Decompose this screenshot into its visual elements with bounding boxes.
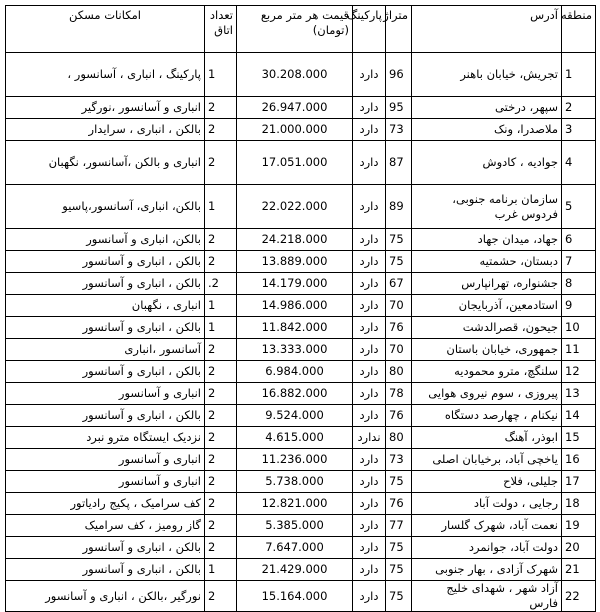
- cell-area: 70: [386, 339, 412, 361]
- cell-rooms: 2: [205, 141, 237, 185]
- table-row: [6, 361, 596, 383]
- cell-address: جوادیه ، کادوش: [412, 141, 562, 185]
- cell-region: 9: [562, 295, 596, 317]
- cell-region: 21: [562, 559, 596, 581]
- cell-price: 13.889.000: [237, 251, 353, 273]
- cell-amenities: پارکینگ ، انباری ، آسانسور ،: [6, 53, 205, 97]
- cell-amenities: گاز رومیز ، کف سرامیک: [6, 515, 205, 537]
- cell-address: یاخچی آباد، برخیابان اصلی: [412, 449, 562, 471]
- cell-area: 80: [386, 361, 412, 383]
- cell-amenities: بالکن ، انباری و آسانسور: [6, 559, 205, 581]
- cell-rooms: 2: [205, 449, 237, 471]
- cell-address: سلنگچ، مترو محمودیه: [412, 361, 562, 383]
- cell-area: 73: [386, 449, 412, 471]
- header-row: [6, 6, 596, 53]
- cell-price: 30.208.000: [237, 53, 353, 97]
- table-row: [6, 97, 596, 119]
- header-area: متراژ: [386, 6, 412, 53]
- cell-price: 13.333.000: [237, 339, 353, 361]
- table-row: [6, 53, 596, 97]
- header-address: آدرس: [412, 6, 562, 53]
- cell-price: 21.429.000: [237, 559, 353, 581]
- cell-parking: دارد: [353, 581, 386, 612]
- cell-parking: دارد: [353, 471, 386, 493]
- cell-rooms: 1: [205, 53, 237, 97]
- cell-area: 95: [386, 97, 412, 119]
- cell-parking: دارد: [353, 185, 386, 229]
- cell-address: جشنواره، تهرانپارس: [412, 273, 562, 295]
- cell-region: 11: [562, 339, 596, 361]
- cell-parking: دارد: [353, 449, 386, 471]
- header-price: قیمت هر متر مربع (تومان): [237, 6, 353, 53]
- cell-area: 75: [386, 251, 412, 273]
- cell-area: 87: [386, 141, 412, 185]
- cell-price: 5.385.000: [237, 515, 353, 537]
- cell-rooms: 2: [205, 581, 237, 612]
- table-row: [6, 493, 596, 515]
- cell-area: 75: [386, 581, 412, 612]
- table-row: [6, 251, 596, 273]
- cell-price: 17.051.000: [237, 141, 353, 185]
- cell-amenities: بالکن ، انباری و آسانسور: [6, 317, 205, 339]
- cell-rooms: 2: [205, 97, 237, 119]
- header-parking: پارکینگ: [353, 6, 386, 53]
- cell-address: جیحون، قصرالدشت: [412, 317, 562, 339]
- cell-amenities: آسانسور ،انباری: [6, 339, 205, 361]
- cell-rooms: 2: [205, 383, 237, 405]
- cell-parking: دارد: [353, 119, 386, 141]
- cell-area: 75: [386, 229, 412, 251]
- cell-address: آزاد شهر ، شهدای خلیج فارس: [412, 581, 562, 612]
- table-row: [6, 559, 596, 581]
- cell-parking: دارد: [353, 251, 386, 273]
- cell-amenities: انباری و آسانسور: [6, 383, 205, 405]
- cell-area: 67: [386, 273, 412, 295]
- table-body: [6, 53, 596, 612]
- table-row: [6, 537, 596, 559]
- cell-parking: دارد: [353, 361, 386, 383]
- cell-price: 6.984.000: [237, 361, 353, 383]
- cell-region: 15: [562, 427, 596, 449]
- cell-rooms: 1: [205, 559, 237, 581]
- cell-area: 76: [386, 493, 412, 515]
- cell-price: 16.882.000: [237, 383, 353, 405]
- cell-amenities: بالکن ، انباری و آسانسور: [6, 537, 205, 559]
- cell-parking: دارد: [353, 339, 386, 361]
- table-row: [6, 229, 596, 251]
- cell-area: 96: [386, 53, 412, 97]
- cell-rooms: 2: [205, 251, 237, 273]
- cell-address: جمهوری، خیابان باستان: [412, 339, 562, 361]
- cell-parking: دارد: [353, 141, 386, 185]
- cell-region: 13: [562, 383, 596, 405]
- cell-rooms: 2: [205, 471, 237, 493]
- table-row: [6, 273, 596, 295]
- cell-region: 1: [562, 53, 596, 97]
- cell-area: 77: [386, 515, 412, 537]
- cell-amenities: بالکن، انباری، آسانسور،پاسیو: [6, 185, 205, 229]
- cell-region: 5: [562, 185, 596, 229]
- table-row: [6, 449, 596, 471]
- cell-region: 4: [562, 141, 596, 185]
- cell-rooms: 2: [205, 515, 237, 537]
- table-row: [6, 141, 596, 185]
- table-row: [6, 185, 596, 229]
- cell-amenities: نورگیر ،بالکن ، انباری و آسانسور: [6, 581, 205, 612]
- cell-area: 75: [386, 537, 412, 559]
- cell-price: 14.179.000: [237, 273, 353, 295]
- cell-price: 26.947.000: [237, 97, 353, 119]
- cell-parking: دارد: [353, 493, 386, 515]
- cell-area: 89: [386, 185, 412, 229]
- cell-amenities: بالکن، انباری و آسانسور: [6, 229, 205, 251]
- cell-region: 8: [562, 273, 596, 295]
- cell-area: 76: [386, 405, 412, 427]
- cell-parking: دارد: [353, 405, 386, 427]
- cell-area: 76: [386, 317, 412, 339]
- cell-amenities: نزدیک ایستگاه مترو نبرد: [6, 427, 205, 449]
- cell-region: 12: [562, 361, 596, 383]
- cell-rooms: 1: [205, 295, 237, 317]
- table-row: [6, 581, 596, 612]
- cell-address: پیروزی ، سوم نیروی هوایی: [412, 383, 562, 405]
- header-region: منطقه: [562, 6, 596, 53]
- cell-area: 75: [386, 559, 412, 581]
- cell-parking: دارد: [353, 97, 386, 119]
- cell-region: 17: [562, 471, 596, 493]
- table-row: [6, 515, 596, 537]
- cell-region: 18: [562, 493, 596, 515]
- cell-address: نیکنام ، چهارصد دستگاه: [412, 405, 562, 427]
- cell-price: 11.842.000: [237, 317, 353, 339]
- cell-price: 15.164.000: [237, 581, 353, 612]
- cell-region: 16: [562, 449, 596, 471]
- cell-area: 73: [386, 119, 412, 141]
- cell-area: 75: [386, 471, 412, 493]
- cell-price: 7.647.000: [237, 537, 353, 559]
- table-row: [6, 317, 596, 339]
- cell-amenities: بالکن ، انباری و آسانسور: [6, 251, 205, 273]
- cell-address: ابوذر، آهنگ: [412, 427, 562, 449]
- header-amenities: امکانات مسکن: [6, 6, 205, 53]
- cell-parking: ندارد: [353, 427, 386, 449]
- cell-amenities: انباری و آسانسور: [6, 449, 205, 471]
- cell-address: تجریش، خیابان باهنر: [412, 53, 562, 97]
- cell-price: 5.738.000: [237, 471, 353, 493]
- table-row: [6, 383, 596, 405]
- table-row: [6, 339, 596, 361]
- cell-amenities: بالکن ، انباری و آسانسور: [6, 405, 205, 427]
- cell-price: 14.986.000: [237, 295, 353, 317]
- table-row: [6, 295, 596, 317]
- cell-address: دبستان، حشمتیه: [412, 251, 562, 273]
- cell-region: 19: [562, 515, 596, 537]
- cell-address: جلیلی، فلاح: [412, 471, 562, 493]
- cell-rooms: 2: [205, 537, 237, 559]
- housing-table: [5, 5, 596, 612]
- cell-amenities: انباری و آسانسور: [6, 471, 205, 493]
- cell-region: 3: [562, 119, 596, 141]
- table-row: [6, 471, 596, 493]
- cell-amenities: بالکن ، انباری ، سرایدار: [6, 119, 205, 141]
- cell-price: 12.821.000: [237, 493, 353, 515]
- cell-address: سپهر، درختی: [412, 97, 562, 119]
- table-row: [6, 405, 596, 427]
- cell-address: سازمان برنامه جنوبی، فردوس غرب: [412, 185, 562, 229]
- cell-area: 80: [386, 427, 412, 449]
- cell-amenities: کف سرامیک ، پکیج رادیاتور: [6, 493, 205, 515]
- cell-amenities: انباری و آسانسور ،نورگیر: [6, 97, 205, 119]
- cell-rooms: 2: [205, 339, 237, 361]
- cell-parking: دارد: [353, 53, 386, 97]
- cell-address: استادمعین، آذربایجان: [412, 295, 562, 317]
- cell-area: 70: [386, 295, 412, 317]
- cell-address: شهرک آزادی ، بهار جنوبی: [412, 559, 562, 581]
- cell-price: 24.218.000: [237, 229, 353, 251]
- cell-parking: دارد: [353, 295, 386, 317]
- cell-address: رجایی ، دولت آباد: [412, 493, 562, 515]
- cell-region: 10: [562, 317, 596, 339]
- cell-address: جهاد، میدان جهاد: [412, 229, 562, 251]
- cell-parking: دارد: [353, 559, 386, 581]
- cell-area: 78: [386, 383, 412, 405]
- cell-rooms: 1: [205, 185, 237, 229]
- cell-address: ملاصدرا، ونک: [412, 119, 562, 141]
- cell-region: 7: [562, 251, 596, 273]
- cell-parking: دارد: [353, 229, 386, 251]
- cell-rooms: 2: [205, 361, 237, 383]
- cell-amenities: بالکن ، انباری و آسانسور: [6, 273, 205, 295]
- cell-price: 9.524.000: [237, 405, 353, 427]
- table-row: [6, 427, 596, 449]
- cell-parking: دارد: [353, 273, 386, 295]
- cell-parking: دارد: [353, 515, 386, 537]
- cell-price: 11.236.000: [237, 449, 353, 471]
- cell-price: 21.000.000: [237, 119, 353, 141]
- cell-amenities: انباری ، نگهبان: [6, 295, 205, 317]
- cell-rooms: 2: [205, 405, 237, 427]
- housing-table-container: [5, 5, 595, 612]
- header-rooms: تعداد اتاق: [205, 6, 237, 53]
- cell-price: 22.022.000: [237, 185, 353, 229]
- cell-parking: دارد: [353, 537, 386, 559]
- cell-region: 6: [562, 229, 596, 251]
- cell-region: 22: [562, 581, 596, 612]
- cell-parking: دارد: [353, 383, 386, 405]
- cell-address: دولت آباد، جوانمرد: [412, 537, 562, 559]
- cell-region: 14: [562, 405, 596, 427]
- cell-address: نعمت آباد، شهرک گلسار: [412, 515, 562, 537]
- cell-amenities: بالکن ، انباری و آسانسور: [6, 361, 205, 383]
- cell-rooms: 2.: [205, 273, 237, 295]
- cell-region: 20: [562, 537, 596, 559]
- cell-region: 2: [562, 97, 596, 119]
- cell-rooms: 2: [205, 493, 237, 515]
- cell-amenities: انباری و بالکن ،آسانسور، نگهبان: [6, 141, 205, 185]
- cell-rooms: 2: [205, 119, 237, 141]
- cell-rooms: 1: [205, 317, 237, 339]
- table-row: [6, 119, 596, 141]
- cell-rooms: 2: [205, 427, 237, 449]
- cell-rooms: 2: [205, 229, 237, 251]
- cell-price: 4.615.000: [237, 427, 353, 449]
- cell-parking: دارد: [353, 317, 386, 339]
